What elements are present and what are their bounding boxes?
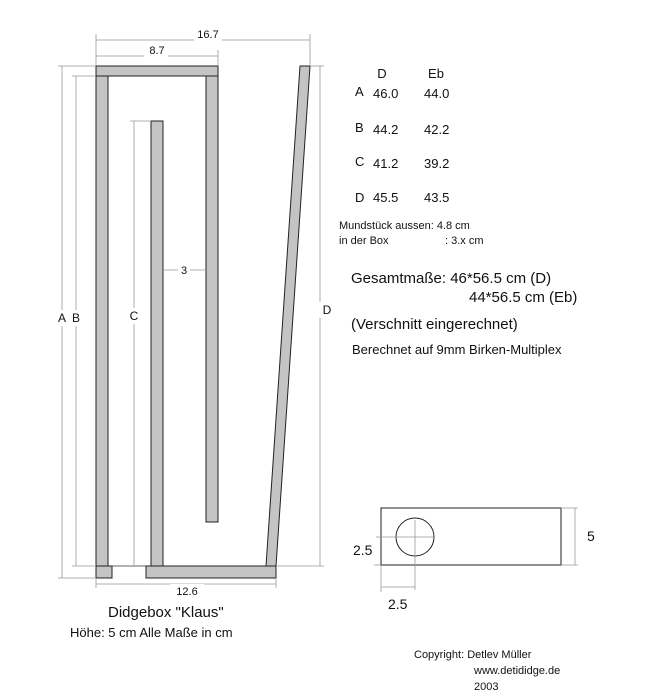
dim-label-a: A — [57, 311, 67, 325]
table-cell: 41.2 — [373, 156, 399, 171]
bottom-board-left — [96, 566, 112, 578]
copyright-year: 2003 — [474, 681, 499, 693]
table-cell: 45.5 — [373, 190, 399, 205]
end-view-drawing — [353, 508, 595, 612]
top-board — [96, 66, 218, 76]
dim-gap: 3 — [180, 265, 188, 277]
mouthpiece-note — [339, 220, 484, 247]
table-row-label: A — [355, 84, 364, 99]
table-cell: 44.2 — [373, 122, 399, 137]
dim-total-width: 16.7 — [197, 29, 219, 41]
dim-label-d: D — [322, 303, 332, 317]
inner-wall-center — [151, 121, 163, 566]
dim-inner-width: 8.7 — [149, 45, 165, 57]
table-cell: 39.2 — [424, 156, 450, 171]
table-cell: 44.0 — [424, 86, 450, 101]
table-cell: 46.0 — [373, 86, 399, 101]
right-slanted-board — [266, 66, 310, 566]
end-view-hole-y: 2.5 — [353, 542, 373, 558]
table-header-eb: Eb — [428, 66, 444, 81]
table-row-label: B — [355, 120, 364, 135]
end-view-height: 5 — [587, 528, 595, 544]
table-cell: 43.5 — [424, 190, 450, 205]
dim-label-b: B — [71, 311, 81, 325]
dim-label-c: C — [129, 309, 139, 323]
dim-bottom-width: 12.6 — [176, 586, 198, 598]
copyright-author: Copyright: Detlev Müller — [414, 649, 532, 661]
measurement-table — [355, 66, 449, 205]
mouthpiece-inside-label: in der Box — [339, 235, 389, 247]
end-view-hole-x: 2.5 — [388, 596, 408, 612]
table-cell: 42.2 — [424, 122, 450, 137]
totals-material: Berechnet auf 9mm Birken-Multiplex — [352, 342, 562, 357]
copyright-website: www.detididge.de — [474, 665, 561, 677]
totals-d: Gesamtmaße: 46*56.5 cm (D) — [351, 270, 552, 287]
copyright-block — [414, 649, 560, 693]
drawing-subtitle: Höhe: 5 cm Alle Maße in cm — [70, 625, 233, 640]
caption — [70, 604, 233, 640]
totals-eb: 44*56.5 cm (Eb) — [469, 289, 578, 306]
totals-waste-note: (Verschnitt eingerechnet) — [351, 316, 518, 333]
table-row-label: C — [355, 154, 365, 169]
left-board — [96, 76, 108, 566]
mouthpiece-inside-value: : 3.x cm — [445, 235, 484, 247]
mouthpiece-outside: Mundstück aussen: 4.8 cm — [339, 220, 470, 232]
table-header-d: D — [377, 66, 387, 81]
total-dimensions — [351, 270, 577, 357]
drawing-title: Didgebox "Klaus" — [108, 604, 224, 621]
inner-wall-right — [206, 76, 218, 522]
bottom-board-right — [146, 566, 276, 578]
table-row-label: D — [355, 190, 365, 205]
